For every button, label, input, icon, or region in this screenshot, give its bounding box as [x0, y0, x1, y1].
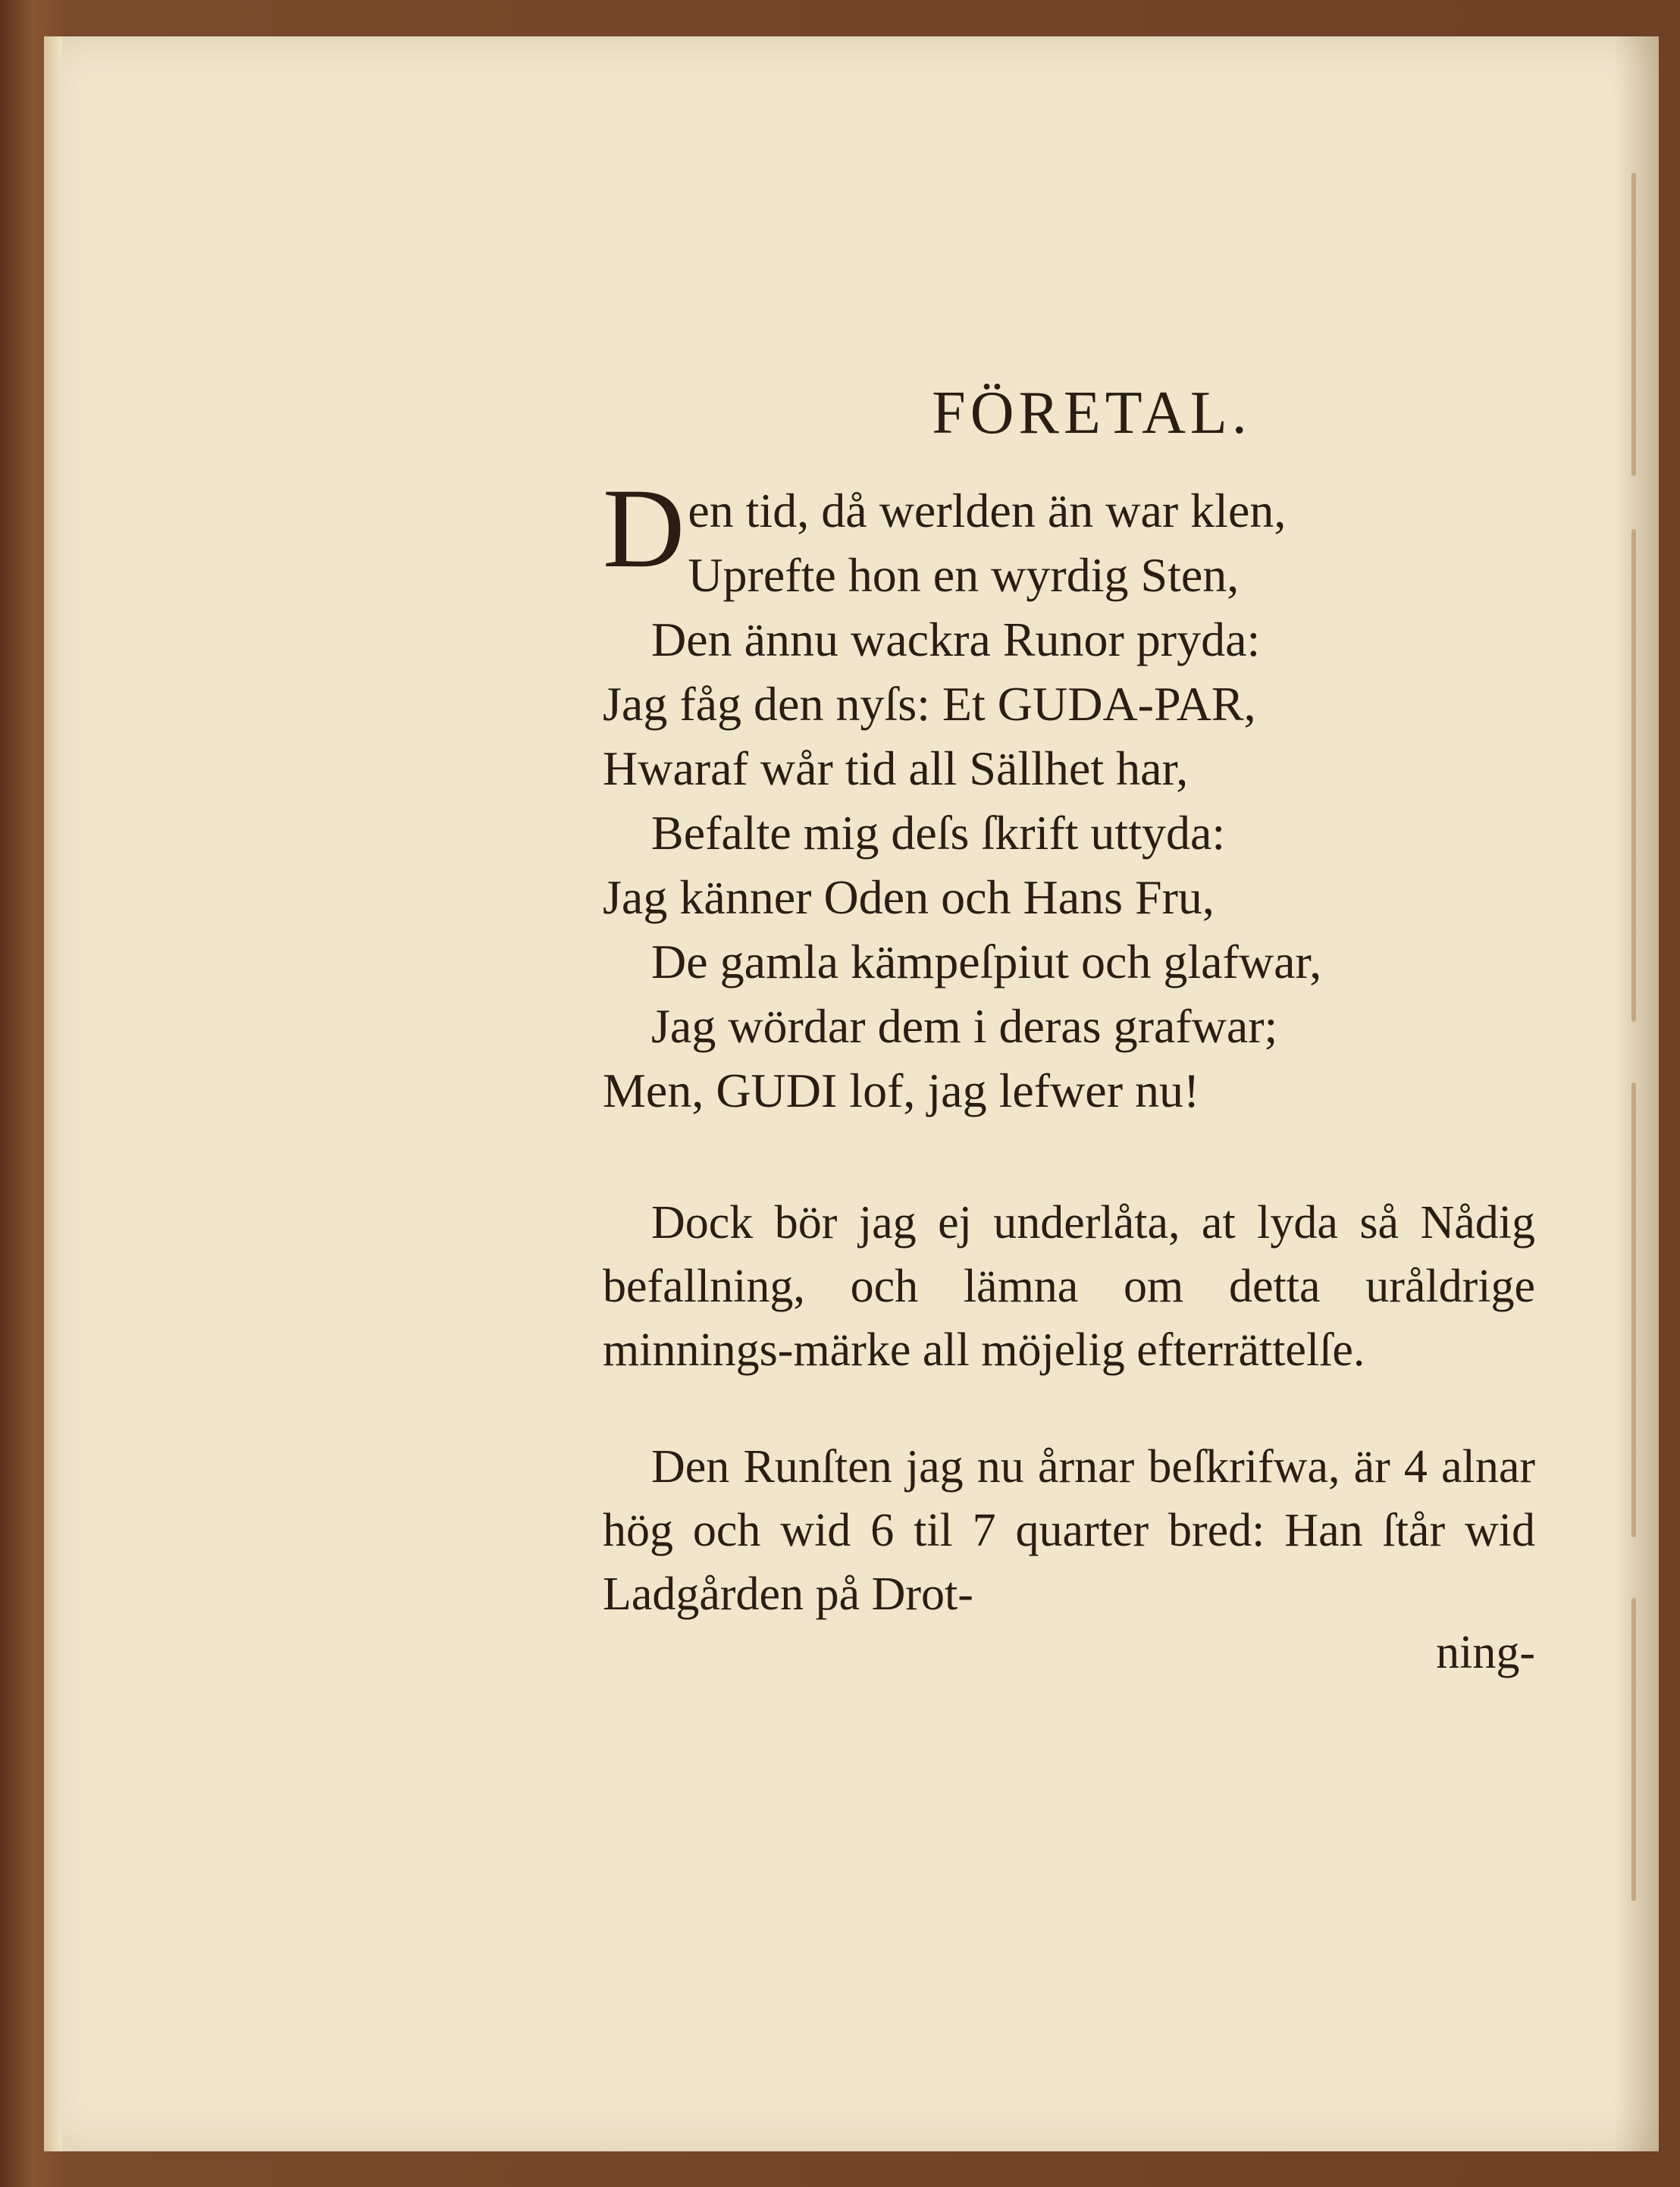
- paragraph: Den Runſten jag nu årnar beſkrifwa, är 4 alnar hög och wid 6 til 7 quarter bred: Han ſtår wid Ladgården på Drot-: [603, 1441, 1535, 1620]
- catchword: ning-: [1436, 1627, 1535, 1678]
- verse-line: Jag wördar dem i deras grafwar;: [651, 999, 1278, 1053]
- page-text: [603, 379, 1535, 1680]
- verse-first-line: en tid, då werlden än war klen,: [688, 484, 1287, 537]
- binding-stitch: [1631, 1598, 1636, 1901]
- binding-stitch: [1631, 529, 1636, 1022]
- verse: [603, 465, 1535, 1123]
- verse-line: Men, GUDI lof, jag lefwer nu!: [603, 1064, 1200, 1117]
- paragraph: Dock bör jag ej underlåta, at lyda så Nådig befallning, och lämna om detta uråldrige minnings-märke all möjelig efterrättelſe.: [603, 1197, 1535, 1376]
- verse-line: Hwaraf wår tid all Sällhet har,: [603, 741, 1189, 795]
- binding-stitch: [1631, 173, 1636, 476]
- verse-line: De gamla kämpeſpiut och glafwar,: [651, 935, 1322, 989]
- binding-stitch: [1631, 1083, 1636, 1537]
- verse-line: Uprefte hon en wyrdig Sten,: [688, 548, 1240, 602]
- page-title: FÖRETAL.: [932, 380, 1252, 446]
- verse-line: Den ännu wackra Runor pryda:: [651, 613, 1261, 666]
- drop-cap: D: [603, 465, 685, 591]
- verse-line: Befalte mig deſs ſkrift uttyda:: [651, 806, 1226, 860]
- verse-line: Jag fåg den nyſs: Et GUDA-PAR,: [603, 677, 1256, 731]
- verse-line: Jag känner Oden och Hans Fru,: [603, 870, 1215, 924]
